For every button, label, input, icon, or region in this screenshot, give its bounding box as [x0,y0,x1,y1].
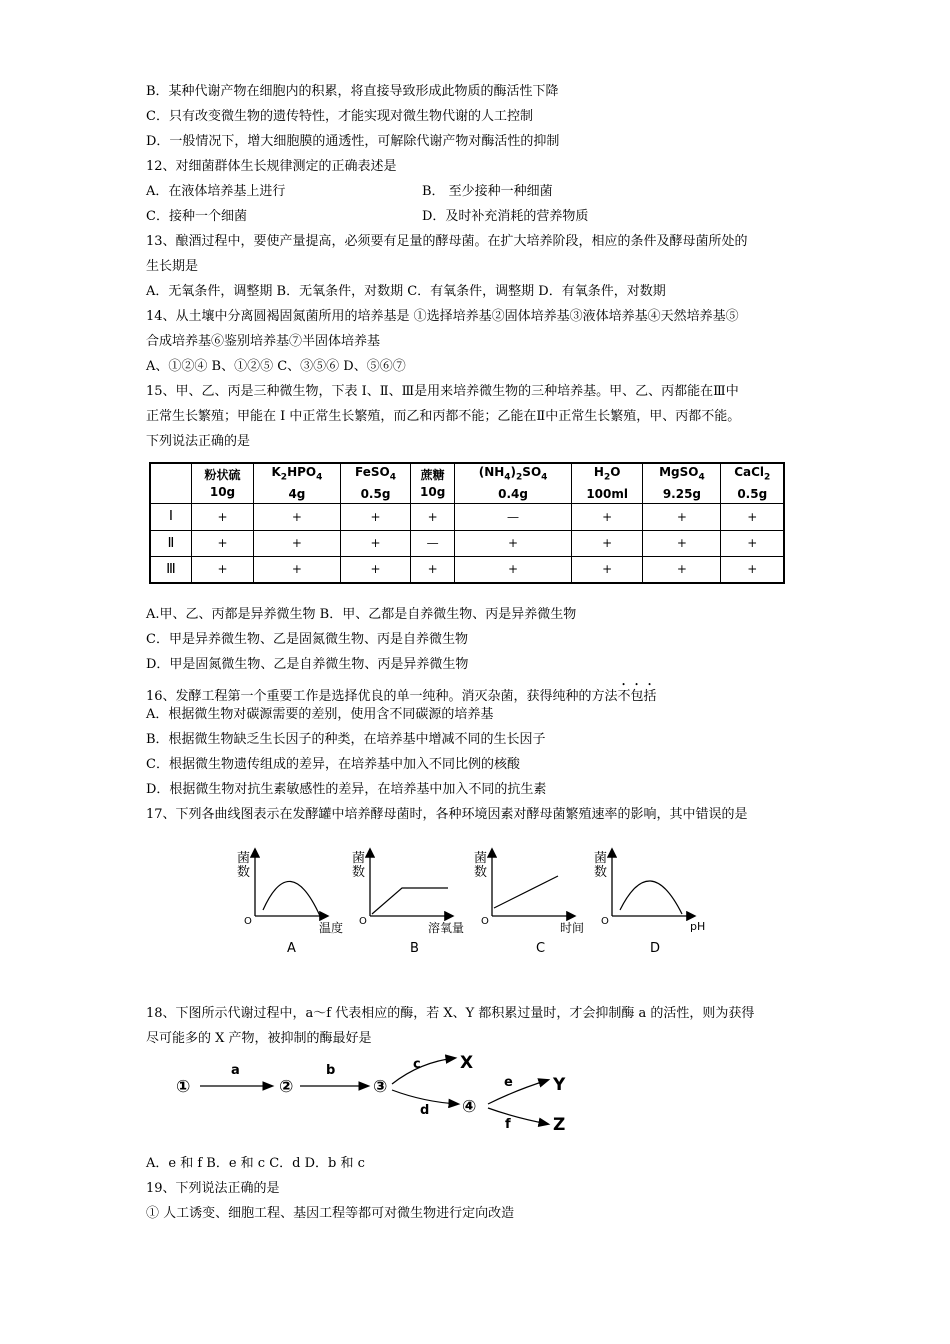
graph-c-xlabel: 时间 [560,921,585,935]
q16-emphasis: 不包括 [617,689,657,704]
graph-c [474,850,584,956]
media-table-body [150,504,784,583]
q15-option-c: C．甲是异养微生物、乙是固氮微生物、丙是自养微生物 [146,632,468,647]
graph-d-letter: D [650,941,661,956]
media-cell: — [411,530,455,556]
graph-d-xlabel: pH [690,920,706,933]
q14-options: A、①②④ B、①②⑤ C、③⑤⑥ D、⑤⑥⑦ [146,359,406,374]
node-2: ② [279,1077,294,1097]
q15-option-a-b: A.甲、乙、丙都是异养微生物 B．甲、乙都是自养微生物、丙是异养微生物 [146,607,577,622]
q16-stem [146,681,657,706]
q11-option-d: D．一般情况下，增大细胞膜的通透性，可解除代谢产物对酶活性的抑制 [146,134,560,149]
graph-d-curve [620,881,682,914]
arrow-d [392,1090,458,1104]
media-column-header [571,463,642,504]
q13-stem-line1: 13、酿酒过程中，要使产量提高，必须要有足量的酵母菌。在扩大培养阶段，相应的条件及酵母菌所处的 [146,234,748,249]
graph-b [352,850,464,956]
graph-a [237,850,343,956]
q16-stem-text: 16、发酵工程第一个重要工作是选择优良的单一纯种。消灭杂菌，获得纯种的方法 [146,689,618,704]
q12-stem: 12、对细菌群体生长规律测定的正确表述是 [146,159,397,174]
graph-c-letter: C [536,941,546,956]
media-cell: + [455,530,572,556]
component-amount: 0.5g [360,487,391,502]
media-cell: + [411,504,455,530]
media-cell: + [455,556,572,583]
component-name: 粉状硫 [204,467,241,482]
component-amount: 10g [209,484,236,499]
q12-option-b: B． 至少接种一种细菌 [422,184,553,199]
q18-options: A．e 和 f B．e 和 c C．d D．b 和 c [146,1156,365,1171]
graph-a-letter: A [287,941,296,956]
q16-option-b: B．根据微生物缺乏生长因子的种类，在培养基中增减不同的生长因子 [146,732,546,747]
media-row [150,504,784,530]
media-cell: + [253,530,340,556]
q15-stem-line1: 15、甲、乙、丙是三种微生物，下表 I、Ⅱ、Ⅲ是用来培养微生物的三种培养基。甲、乙、丙都能在Ⅲ中 [146,384,739,399]
node-4: ④ [462,1097,477,1117]
q17-graphs [0,840,950,980]
q14-stem-line2: 合成培养基⑥鉴别培养基⑦半固体培养基 [146,334,381,349]
arrow-f [488,1108,548,1124]
media-cell: + [340,504,410,530]
graph-b-curve [372,888,448,914]
enzyme-c: c [413,1057,421,1072]
media-column-header [253,463,340,504]
q18-stem-line2: 尽可能多的 X 产物，被抑制的酶最好是 [146,1031,372,1046]
media-row [150,556,784,583]
graph-c-curve [494,876,558,908]
enzyme-e: e [504,1075,513,1090]
media-column-header [455,463,572,504]
q12-option-c: C．接种一个细菌 [146,209,247,224]
q19-stem: 19、下列说法正确的是 [146,1181,280,1196]
media-cell: + [192,530,254,556]
component-name: $H_2O$ [593,465,621,483]
graph-b-letter: B [410,941,419,956]
graph-a-curve [263,881,320,916]
arrow-c [392,1058,455,1084]
graph-c-origin: O [481,916,489,927]
q12-option-a: A．在液体培养基上进行 [146,184,286,199]
media-cell: + [253,556,340,583]
q14-stem-line1: 14、从土壤中分离圆褐固氮菌所用的培养基是 ①选择培养基②固体培养基③液体培养基④天然培养基⑤ [146,309,739,324]
media-cell: + [571,556,642,583]
q12-option-d: D．及时补充消耗的营养物质 [422,209,589,224]
q17-stem: 17、下列各曲线图表示在发酵罐中培养酵母菌时，各种环境因素对酵母菌繁殖速率的影响，其中错误的是 [146,807,748,822]
enzyme-b: b [326,1063,336,1078]
media-cell: + [721,530,784,556]
component-amount: 0.4g [498,487,528,502]
product-x: X [460,1053,474,1073]
media-cell: + [721,556,784,583]
arrow-e [488,1080,548,1104]
media-cell: + [571,504,642,530]
q18-stem-line1: 18、下图所示代谢过程中，a～f 代表相应的酶，若 X、Y 都积累过量时，才会抑制酶 a 的活性，则为获得 [146,1006,755,1021]
component-name: 蔗糖 [420,467,445,482]
q15-stem-line2: 正常生长繁殖；甲能在 I 中正常生长繁殖，而乙和丙都不能；乙能在Ⅱ中正常生长繁殖，甲、丙都不能。 [146,409,741,424]
q16-option-d: D．根据微生物对抗生素敏感性的差异，在培养基中加入不同的抗生素 [146,782,547,797]
media-cell: + [411,556,455,583]
graph-b-xlabel: 溶氧量 [428,921,465,935]
corner-cell [150,463,192,504]
component-name: $K_2HPO_4$ [271,465,323,483]
graph-a-xlabel: 温度 [319,921,344,935]
media-cell: + [571,530,642,556]
q19-item-1: ① 人工诱变、细胞工程、基因工程等都可对微生物进行定向改造 [146,1206,515,1221]
media-row-label: Ⅰ [150,504,192,530]
q16-option-c: C．根据微生物遗传组成的差异，在培养基中加入不同比例的核酸 [146,757,520,772]
graph-d-ylabel-2: 数 [594,865,608,880]
media-cell: + [643,504,721,530]
graph-b-ylabel-2: 数 [352,865,366,880]
graph-a-ylabel-2: 数 [237,865,251,880]
q11-option-c: C．只有改变微生物的遗传特性，才能实现对微生物代谢的人工控制 [146,109,533,124]
media-row-label: Ⅱ [150,530,192,556]
node-3: ③ [373,1077,388,1097]
node-1: ① [176,1077,191,1097]
component-amount: 0.5g [737,487,768,502]
graph-c-ylabel-2: 数 [474,865,488,880]
enzyme-a: a [231,1063,240,1078]
component-name: CaCl$_2$ [734,465,771,483]
media-table [149,462,785,584]
media-column-header [721,463,784,504]
q15-option-d: D．甲是固氮微生物、乙是自养微生物、丙是异养微生物 [146,657,469,672]
graph-c-ylabel-1: 菌 [474,851,488,866]
graph-d-origin: O [601,916,609,927]
media-cell: + [643,556,721,583]
product-y: Y [553,1075,566,1095]
media-row [150,530,784,556]
q11-option-b: B．某种代谢产物在细胞内的积累，将直接导致形成此物质的酶活性下降 [146,84,559,99]
media-cell: + [643,530,721,556]
product-z: Z [553,1115,566,1135]
q15-stem-line3: 下列说法正确的是 [146,434,251,449]
component-amount: 9.25g [662,487,702,502]
media-cell: + [340,556,410,583]
media-cell: + [721,504,784,530]
component-amount: 100ml [586,487,628,502]
enzyme-d: d [420,1103,430,1118]
media-cell: + [253,504,340,530]
enzyme-f: f [505,1117,511,1132]
media-column-header [643,463,721,504]
media-cell: — [455,504,572,530]
component-name: FeSO$_4$ [355,465,396,483]
q18-pathway-diagram [0,1048,950,1138]
media-table-header-row [150,463,784,504]
graph-b-origin: O [359,916,367,927]
q13-options: A．无氧条件，调整期 B．无氧条件，对数期 C．有氧条件，调整期 D．有氧条件，对数期 [146,284,666,299]
media-column-header [411,463,455,504]
q13-stem-line2: 生长期是 [146,259,199,274]
component-amount: 4g [288,487,306,502]
q16-option-a: A．根据微生物对碳源需要的差别，使用含不同碳源的培养基 [146,707,494,722]
component-name: $(NH_4)_2SO_4$ [478,465,548,483]
graph-a-origin: O [244,916,252,927]
media-cell: + [192,556,254,583]
graph-a-ylabel-1: 菌 [237,851,251,866]
graph-d-ylabel-1: 菌 [594,851,608,866]
graph-d [594,850,705,956]
media-cell: + [340,530,410,556]
media-cell: + [192,504,254,530]
component-name: MgSO$_4$ [659,465,705,483]
graph-b-ylabel-1: 菌 [352,851,366,866]
component-amount: 10g [420,484,446,499]
media-row-label: Ⅲ [150,556,192,583]
media-column-header [340,463,410,504]
media-column-header [192,463,254,504]
